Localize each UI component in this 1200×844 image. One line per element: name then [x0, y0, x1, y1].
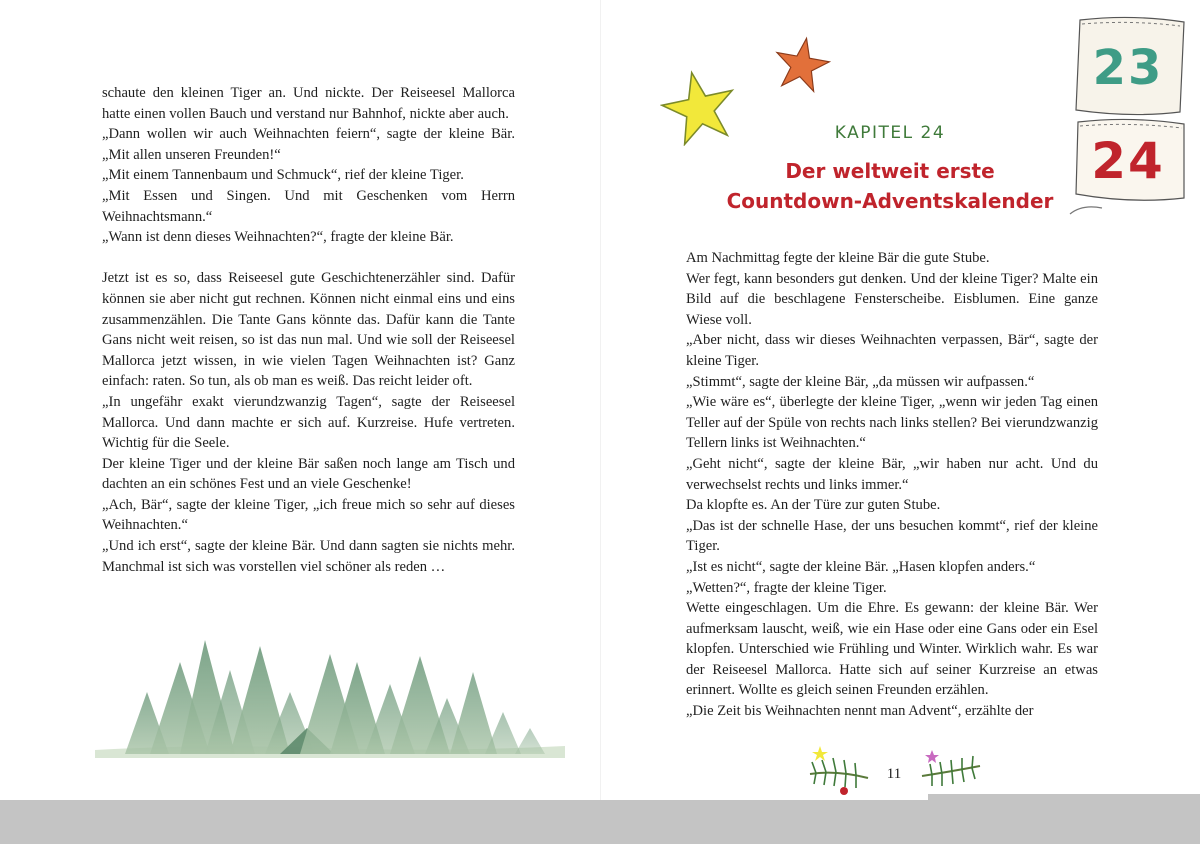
paragraph: „Geht nicht“, sagte der kleine Bär, „wir haben nur acht. Und du verwechselst rechts und links immer.“	[686, 455, 1098, 493]
paragraph: „Wetten?“, fragte der kleine Tiger.	[686, 579, 887, 596]
calendar-number-23: 23	[1092, 40, 1164, 96]
paragraph: „Ist es nicht“, sagte der kleine Bär. „Hasen klopfen anders.“	[686, 558, 1036, 575]
paragraph: „In ungefähr exakt vierundzwanzig Tagen“, sagte der Reiseesel Mallorca. Und dann machte er sich auf. Kurzreise. Hufe vertreten. Wichtig für die Seele.	[102, 393, 515, 452]
orange-star-icon	[773, 35, 831, 93]
pine-branch-icon	[806, 744, 872, 796]
paragraph: „Wie wäre es“, überlegte der kleine Tiger, „wenn wir jeden Tag einen Teller auf der Spüle von rechts nach links stellen? Bei vierundzwanzig Tellern links ist Weihnachten.“	[686, 394, 1098, 452]
paragraph: Der kleine Tiger und der kleine Bär saßen noch lange am Tisch und dachten an ein schönes Fest und an viele Geschenke!	[102, 455, 515, 493]
right-page-text	[686, 248, 1098, 722]
page-number: 11	[886, 766, 902, 782]
paragraph: „Ach, Bär“, sagte der kleine Tiger, „ich freue mich so sehr auf dieses Weihnachten.“	[102, 496, 515, 534]
scan-edge-notch	[928, 794, 1200, 800]
paragraph: schaute den kleinen Tiger an. Und nickte. Der Reiseesel Mallorca hatte einen vollen Bauch und verstand nur Bahnhof, nickte aber auch.	[102, 85, 515, 122]
chapter-label: KAPITEL 24	[834, 123, 946, 143]
paragraph: Jetzt ist es so, dass Reiseesel gute Geschichtenerzähler sind. Dafür können sie aber nicht gut rechnen. Können nicht einmal eins und eins zusammenzählen. Die Tante Gans könnte das. Dafür kann die Tante Gans nicht weit reisen, so ist das nun mal. Und wie soll der Reiseesel Mallorca jetzt wissen, in wie vielen Tagen Weihnachten ist? Ganz einfach: raten. So tun, als ob man es weiß. Das reicht leider oft.	[102, 270, 515, 390]
paragraph: „Das ist der schnelle Hase, der uns besuchen kommt“, rief der kleine Tiger.	[686, 517, 1098, 555]
paragraph: „Stimmt“, sagte der kleine Bär, „da müssen wir aufpassen.“	[686, 373, 1035, 390]
chapter-title	[700, 156, 1080, 216]
ornament-icon	[840, 787, 848, 795]
paragraph: Am Nachmittag fegte der kleine Bär die gute Stube.	[686, 250, 990, 266]
paragraph: „Mit Essen und Singen. Und mit Geschenken vom Herrn Weihnachtsmann.“	[102, 187, 515, 225]
page-spine	[600, 0, 601, 800]
scan-bottom-margin	[0, 800, 1200, 844]
paragraph: Wette eingeschlagen. Um die Ehre. Es gewann: der kleine Bär. Wer aufmerksam lauscht, weiß, wie ein Hase oder eine Gans oder ein Esel klopfen. Unterschied wie Frühling und Winter. Wirklich wahr. Es war der Reiseesel Mallorca. Hatte sich auf seiner Kurzreise an etwas erinnert. Wollte es gleich seinen Freunden erzählen.	[686, 600, 1098, 699]
calendar-number-24: 24	[1091, 132, 1165, 190]
paragraph-gap	[102, 248, 515, 269]
pine-branch-icon	[918, 744, 984, 792]
paragraph: „Und ich erst“, sagte der kleine Bär. Und dann sagten sie nichts mehr. Manchmal ist sich was vorstellen viel schöner als reden …	[102, 538, 515, 575]
chapter-title-line: Countdown-Adventskalender	[726, 189, 1054, 213]
left-page-text	[102, 83, 515, 577]
paragraph: Da klopfte es. An der Türe zur guten Stube.	[686, 497, 941, 514]
paragraph: „Aber nicht, dass wir dieses Weihnachten verpassen, Bär“, sagte der kleine Tiger.	[686, 332, 1098, 369]
fir-forest-illustration	[85, 632, 575, 762]
paragraph: „Wann ist denn dieses Weihnachten?“, fragte der kleine Bär.	[102, 229, 454, 246]
chapter-title-line: Der weltweit erste	[785, 159, 995, 183]
paragraph: „Die Zeit bis Weihnachten nennt man Advent“, erzählte der	[686, 703, 1034, 720]
paragraph: „Dann wollen wir auch Weihnachten feiern“, sagte der kleine Bär. „Mit allen unseren Freunden!“	[102, 126, 515, 163]
paragraph: „Mit einem Tannenbaum und Schmuck“, rief der kleine Tiger.	[102, 167, 464, 184]
paragraph: Wer fegt, kann besonders gut denken. Und der kleine Tiger? Malte ein Bild auf die beschlagene Fensterscheibe. Eisblumen. Eine ganze Wiese voll.	[686, 270, 1098, 328]
yellow-star-icon	[660, 68, 738, 146]
